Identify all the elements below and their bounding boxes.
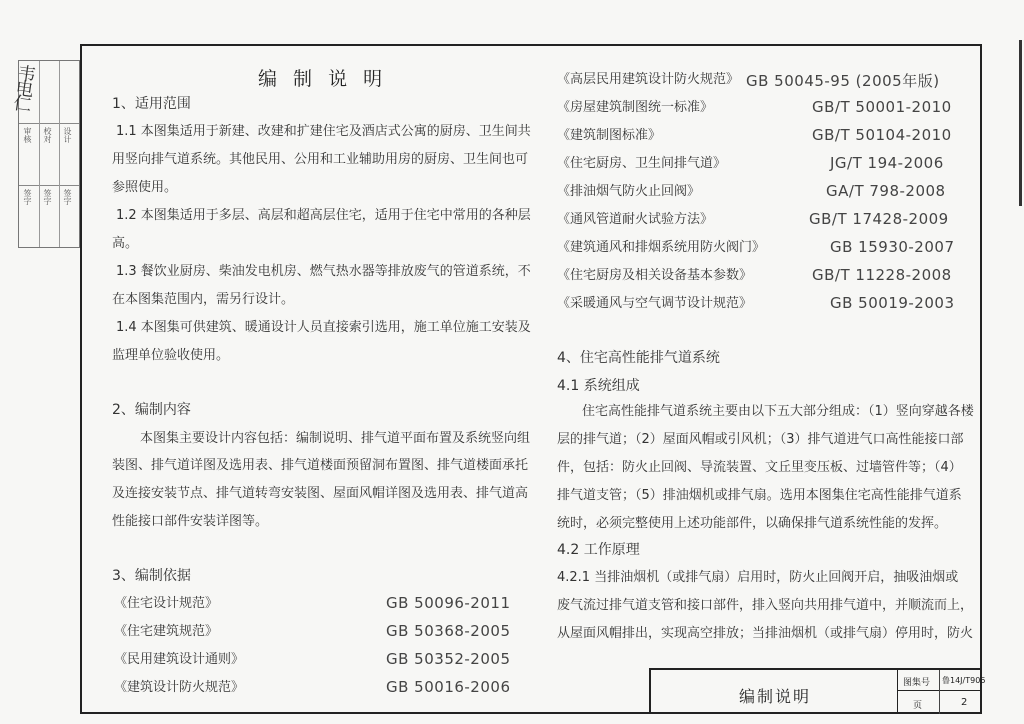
standard-code: GB/T 50104-2010 <box>812 126 952 144</box>
body-line: 住宅高性能排气道系统主要由以下五大部分组成：（1）竖向穿越各楼 <box>582 404 974 419</box>
standard-code: GB 50019-2003 <box>830 294 955 312</box>
body-line: 用竖向排气道系统。其他民用、公用和工业辅助用房的厨房、卫生间也可 <box>112 152 529 167</box>
body-line: 参照使用。 <box>112 180 178 195</box>
standard-code: GB 50096-2011 <box>386 594 511 612</box>
standard-name: 《采暖通风与空气调节设计规范》 <box>557 296 753 311</box>
standard-name: 《排油烟气防火止回阀》 <box>557 184 701 199</box>
body-line: 本图集主要设计内容包括：编制说明、排气道平面布置及系统竖向组 <box>140 431 531 446</box>
page-title: 编 制 说 明 <box>258 68 388 90</box>
standard-code: GB 50368-2005 <box>386 622 511 640</box>
body-line: 件，包括：防火止回阀、导流装置、文丘里变压板、过墙管件等；（4） <box>557 460 962 475</box>
edge-mark <box>1019 40 1022 206</box>
standard-code: JG/T 194-2006 <box>830 154 944 172</box>
atlas-number-label: 图集号 <box>903 678 931 688</box>
standard-name: 《房屋建筑制图统一标准》 <box>557 100 714 115</box>
body-line: 层的排气道；（2）屋面风帽或引风机；（3）排气道进气口高性能接口部 <box>557 432 964 447</box>
standard-code: GB/T 17428-2009 <box>809 210 949 228</box>
body-line: 1.1 本图集适用于新建、改建和扩建住宅及酒店式公寓的厨房、卫生间共 <box>116 124 531 139</box>
sheet-border <box>80 44 982 714</box>
body-line: 装图、排气道详图及选用表、排气道楼面预留洞布置图、排气道楼面承托 <box>112 458 529 473</box>
standard-code: GB/T 50001-2010 <box>812 98 952 116</box>
section-heading: 2、编制内容 <box>112 402 191 418</box>
side-cell: 设计 <box>63 127 72 143</box>
body-line: 排气道支管；（5）排油烟机或排气扇。选用本图集住宅高性能排气道系 <box>557 488 962 503</box>
side-cell: 签字 <box>23 189 32 205</box>
handwritten-signature: 韦电仁 <box>9 62 38 111</box>
body-line: 1.4 本图集可供建筑、暖通设计人员直接索引选用，施工单位施工安装及 <box>116 320 531 335</box>
body-line: 监理单位验收使用。 <box>112 348 230 363</box>
standard-name: 《住宅厨房及相关设备基本参数》 <box>557 268 753 283</box>
body-line: 1.2 本图集适用于多层、高层和超高层住宅，适用于住宅中常用的各种层 <box>116 208 531 223</box>
body-line: 及连接安装节点、排气道转弯安装图、屋面风帽详图及选用表、排气道高 <box>112 486 529 501</box>
title-block <box>649 668 986 714</box>
standard-name: 《住宅建筑规范》 <box>114 624 219 639</box>
standard-name: 《建筑通风和排烟系统用防火阀门》 <box>557 240 766 255</box>
side-cell: 校对 <box>43 127 52 143</box>
body-line: 1.3 餐饮业厨房、柴油发电机房、燃气热水器等排放废气的管道系统，不 <box>116 264 531 279</box>
standard-code: GB 50016-2006 <box>386 678 511 696</box>
body-line: 高。 <box>112 236 139 251</box>
body-line: 4.2.1 当排油烟机（或排气扇）启用时，防火止回阀开启，抽吸油烟或 <box>557 570 959 585</box>
standard-name: 《通风管道耐火试验方法》 <box>557 212 714 227</box>
standard-code: GB 15930-2007 <box>830 238 955 256</box>
standard-name: 《住宅设计规范》 <box>114 596 219 611</box>
side-cell: 签字 <box>63 189 72 205</box>
standard-code: GB 50352-2005 <box>386 650 511 668</box>
section-heading: 4、住宅高性能排气道系统 <box>557 350 720 366</box>
body-line: 性能接口部件安装详图等。 <box>112 514 269 529</box>
body-line: 统时，必须完整使用上述功能部件，以确保排气道系统性能的发挥。 <box>557 516 948 531</box>
standard-code: GB/T 11228-2008 <box>812 266 952 284</box>
section-heading: 1、适用范围 <box>112 96 191 112</box>
side-cell: 签字 <box>43 189 52 205</box>
standard-code: GB 50045-95 (2005年版) <box>746 72 940 90</box>
atlas-number: 鲁14J/T906 <box>942 676 986 685</box>
standard-name: 《住宅厨房、卫生间排气道》 <box>557 156 727 171</box>
section-heading: 4.1 系统组成 <box>557 378 640 394</box>
standard-name: 《高层民用建筑设计防火规范》 <box>557 72 740 87</box>
standard-name: 《建筑制图标准》 <box>557 128 662 143</box>
section-heading: 3、编制依据 <box>112 568 191 584</box>
body-line: 从屋面风帽排出，实现高空排放；当排油烟机（或排气扇）停用时，防火 <box>557 626 974 641</box>
body-line: 在本图集范围内，需另行设计。 <box>112 292 295 307</box>
page-number: 2 <box>961 697 968 708</box>
standard-code: GA/T 798-2008 <box>826 182 946 200</box>
side-cell: 审核 <box>23 127 32 143</box>
standard-name: 《建筑设计防火规范》 <box>114 680 245 695</box>
body-line: 废气流过排气道支管和接口部件，排入竖向共用排气道中，并顺流而上， <box>557 598 974 613</box>
section-heading: 4.2 工作原理 <box>557 542 640 558</box>
standard-name: 《民用建筑设计通则》 <box>114 652 245 667</box>
page-label: 页 <box>913 701 923 711</box>
title-block-name: 编制说明 <box>739 687 812 706</box>
